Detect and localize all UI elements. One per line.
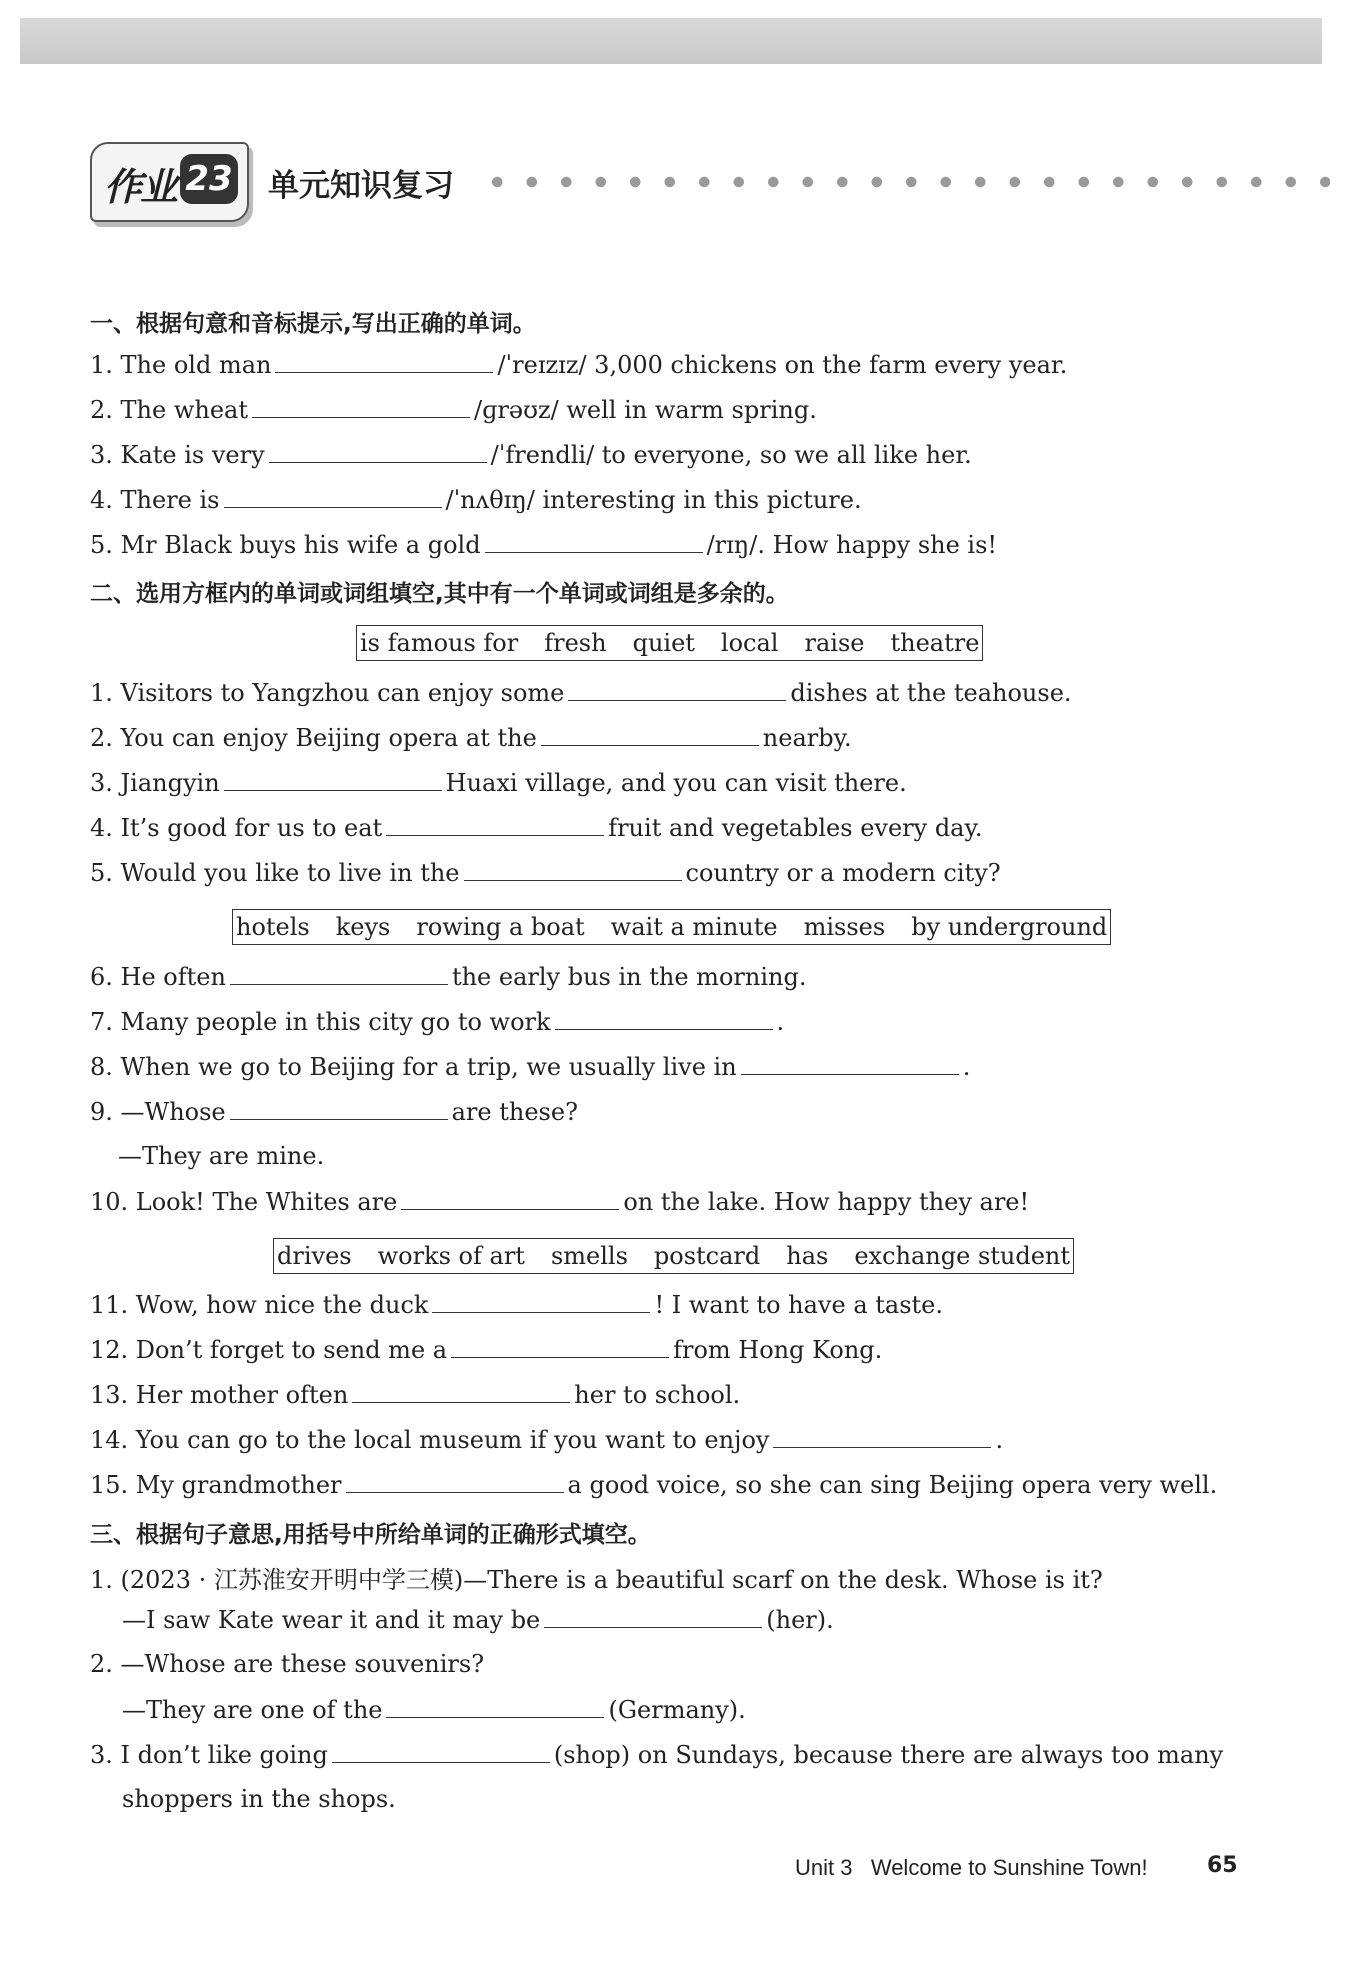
answer-blank[interactable] (464, 858, 682, 881)
word-box-item: raise (804, 629, 865, 657)
answer-blank[interactable] (773, 1425, 991, 1448)
word-box-item: local (720, 629, 779, 657)
answer-line: —They are mine. (118, 1142, 325, 1170)
answer-blank[interactable] (544, 1605, 762, 1628)
badge-number: 23 (180, 154, 238, 204)
question-line: 1. (2023 · 江苏淮安开明中学三模)—There is a beautiful scarf on the desk. Whose is it? (90, 1566, 1103, 1594)
word-box-item: fresh (544, 629, 607, 657)
page-footer (795, 1855, 1148, 1881)
question-line: 2. —Whose are these souvenirs? (90, 1650, 485, 1678)
question-line: 12. Don’t forget to send me a from Hong Kong. (90, 1336, 883, 1364)
word-box-item: rowing a boat (416, 913, 585, 941)
answer-blank[interactable] (269, 440, 487, 463)
dotted-divider (480, 172, 1330, 192)
homework-badge (90, 142, 249, 222)
question-line: 15. My grandmother a good voice, so she can sing Beijing opera very well. (90, 1471, 1218, 1499)
question-line: shoppers in the shops. (122, 1785, 396, 1813)
word-box-item: drives (277, 1242, 352, 1270)
section-2-title: 二、选用方框内的单词或词组填空,其中有一个单词或词组是多余的。 (90, 581, 789, 607)
question-line: 3. I don’t like going (shop) on Sundays, because there are always too many (90, 1741, 1224, 1769)
page-title: 单元知识复习 (268, 168, 454, 204)
answer-blank[interactable] (386, 1695, 604, 1718)
question-line: 11. Wow, how nice the duck ! I want to have a taste. (90, 1291, 943, 1319)
question-line: 2. You can enjoy Beijing opera at the nearby. (90, 724, 852, 752)
word-box-item: exchange student (854, 1242, 1071, 1270)
answer-blank[interactable] (346, 1470, 564, 1493)
answer-blank[interactable] (401, 1187, 619, 1210)
question-line: 10. Look! The Whites are on the lake. How happy they are! (90, 1188, 1030, 1216)
answer-blank[interactable] (568, 678, 786, 701)
answer-blank[interactable] (352, 1380, 570, 1403)
question-line: 4. It’s good for us to eat fruit and vegetables every day. (90, 814, 983, 842)
word-box-item: smells (550, 1242, 628, 1270)
badge-text: 作业 (104, 165, 177, 209)
word-box-item: postcard (653, 1242, 761, 1270)
answer-blank[interactable] (224, 768, 442, 791)
question-line: 4. There is /ˈnʌθɪŋ/ interesting in this picture. (90, 486, 862, 514)
answer-blank[interactable] (224, 485, 442, 508)
word-box-3 (273, 1238, 1074, 1274)
answer-blank[interactable] (332, 1740, 550, 1763)
question-line: 3. Jiangyin Huaxi village, and you can visit there. (90, 769, 907, 797)
question-line: 8. When we go to Beijing for a trip, we usually live in . (90, 1053, 971, 1081)
question-line: 14. You can go to the local museum if you want to enjoy . (90, 1426, 1004, 1454)
answer-blank[interactable] (485, 530, 703, 553)
answer-blank[interactable] (275, 350, 493, 373)
question-line: 2. The wheat /ɡrəʊz/ well in warm spring. (90, 396, 817, 424)
word-box-item: keys (335, 913, 391, 941)
word-box-item: is famous for (360, 629, 519, 657)
answer-blank[interactable] (741, 1052, 959, 1075)
question-line: 5. Would you like to live in the country or a modern city? (90, 859, 1001, 887)
footer-title: Welcome to Sunshine Town! (870, 1855, 1148, 1880)
answer-blank[interactable] (230, 1097, 448, 1120)
word-box-item: misses (803, 913, 886, 941)
answer-blank[interactable] (555, 1007, 773, 1030)
question-line: 13. Her mother often her to school. (90, 1381, 741, 1409)
word-box-item: wait a minute (610, 913, 778, 941)
question-line: 3. Kate is very /ˈfrendli/ to everyone, so we all like her. (90, 441, 972, 469)
question-line: 6. He often the early bus in the morning. (90, 963, 807, 991)
answer-blank[interactable] (252, 395, 470, 418)
answer-blank[interactable] (451, 1335, 669, 1358)
homework-header (90, 142, 1330, 230)
answer-blank[interactable] (541, 723, 759, 746)
top-banner (20, 18, 1322, 64)
word-box-item: works of art (377, 1242, 525, 1270)
answer-blank[interactable] (230, 962, 448, 985)
page-number: 65 (1207, 1853, 1238, 1878)
question-line: —I saw Kate wear it and it may be (her). (122, 1606, 834, 1634)
section-3-title: 三、根据句子意思,用括号中所给单词的正确形式填空。 (90, 1522, 651, 1548)
question-line: 7. Many people in this city go to work . (90, 1008, 785, 1036)
word-box-item: has (786, 1242, 829, 1270)
section-1-title: 一、根据句意和音标提示,写出正确的单词。 (90, 311, 536, 337)
word-box-item: theatre (890, 629, 980, 657)
footer-unit: Unit 3 (795, 1855, 853, 1880)
word-box-2 (232, 909, 1111, 945)
word-box-item: by underground (911, 913, 1108, 941)
answer-blank[interactable] (386, 813, 604, 836)
question-line: 5. Mr Black buys his wife a gold /rɪŋ/. How happy she is! (90, 531, 998, 559)
word-box-item: quiet (632, 629, 695, 657)
answer-blank[interactable] (432, 1290, 650, 1313)
word-box-item: hotels (236, 913, 310, 941)
word-box-1 (356, 625, 983, 661)
question-line: 1. Visitors to Yangzhou can enjoy some dishes at the teahouse. (90, 679, 1072, 707)
question-line: 9. —Whose are these? (90, 1098, 578, 1126)
question-line: —They are one of the (Germany). (122, 1696, 746, 1724)
question-line: 1. The old man /ˈreɪzɪz/ 3,000 chickens on the farm every year. (90, 351, 1068, 379)
